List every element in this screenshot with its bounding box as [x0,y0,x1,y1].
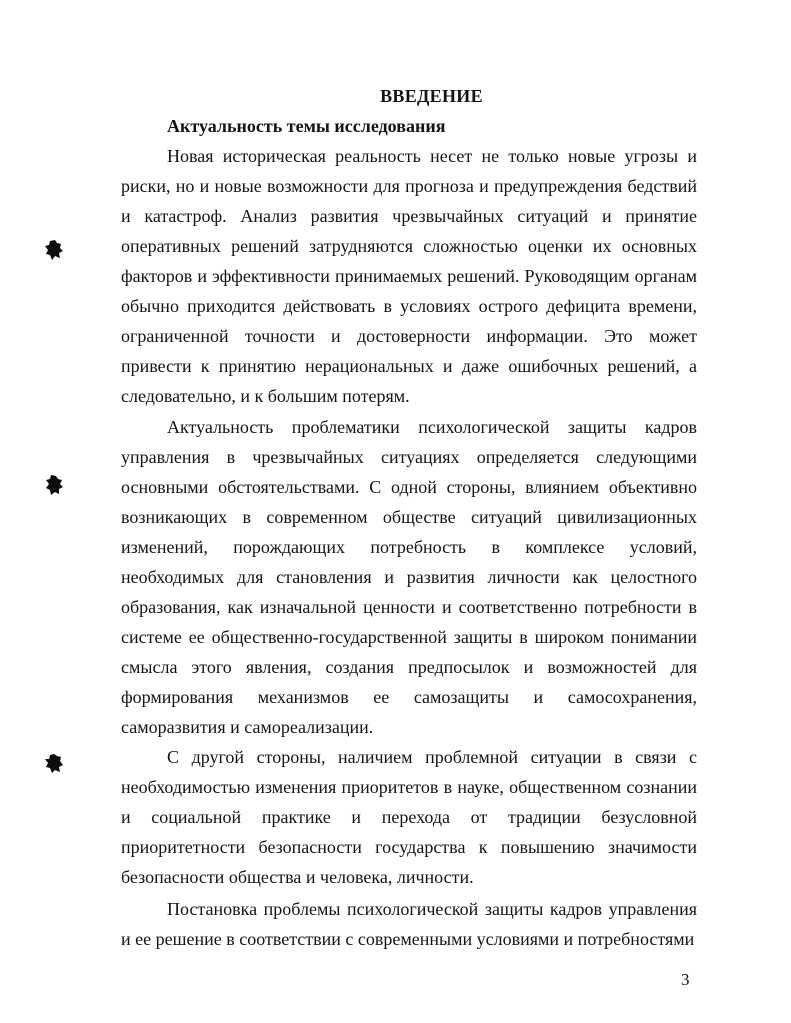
punch-hole-mark-icon [44,474,64,496]
page-title: ВВЕДЕНИЕ [380,86,483,106]
paragraph: Актуальность проблематики психологической защиты кадров управления в чрезвычайных ситуациях определяется следующими основными обстоятельствами. С одной стороны, влиянием объективно возникающих в современном обществе ситуаций цивилизационных изменений, порождающих потребность в комплексе условий, необходимых для становления и развития личности как целостного образования, как изначальной ценности и соответственно потребности в системе ее общественно-государственной защиты в широком понимании смысла этого явления, создания предпосылок и возможностей для формирования механизмов ее самозащиты и самосохранения, саморазвития и самореализации. [121,417,697,737]
paragraph: С другой стороны, наличием проблемной ситуации в связи с необходимостью изменения приоритетов в науке, общественном сознании и социальной практике и перехода от традиции безусловной приоритетности безопасности государства к повышению значимости безопасности общества и человека, личности. [121,747,697,887]
page-number: 3 [681,970,690,989]
section-subtitle: Актуальность темы исследования [167,116,446,136]
paragraph: Постановка проблемы психологической защиты кадров управления и ее решение в соответствии с современными условиями и потребностями [121,899,697,949]
punch-hole-mark-icon [44,753,64,775]
paragraph: Новая историческая реальность несет не только новые угрозы и риски, но и новые возможности для прогноза и предупреждения бедствий и катастроф. Анализ развития чрезвычайных ситуаций и принятие оперативных решений затрудняются сложностью оценки их основных факторов и эффективности принимаемых решений. Руководящим органам обычно приходится действовать в условиях острого дефицита времени, ограниченной точности и достоверности информации. Это может привести к принятию нерациональных и даже ошибочных решений, а следовательно, и к большим потерям. [121,146,697,406]
punch-hole-mark-icon [44,239,64,261]
